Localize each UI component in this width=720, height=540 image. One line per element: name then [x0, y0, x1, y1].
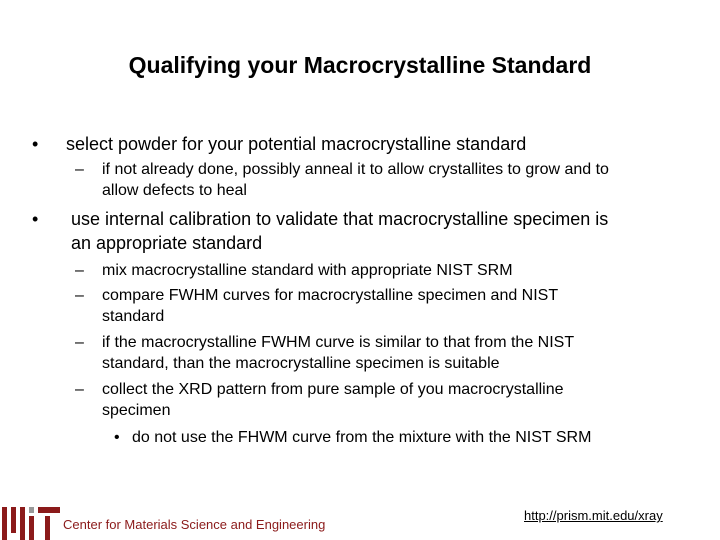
- bullet-line: use internal calibration to validate that macrocrystalline specimen is: [71, 209, 609, 229]
- sub-bullet-line: mix macrocrystalline standard with appropriate NIST SRM: [102, 262, 513, 279]
- sub-bullet-line: allow defects to heal: [102, 182, 247, 199]
- sub-bullet-line: collect the XRD pattern from pure sample of you macrocrystalline: [102, 381, 564, 398]
- footer-url-link[interactable]: http://prism.mit.edu/xray: [524, 508, 663, 523]
- bullet-line: an appropriate standard: [71, 233, 263, 253]
- sub-bullet-line: standard: [102, 308, 165, 325]
- sub-bullet-line: compare FWHM curves for macrocrystalline specimen and NIST: [102, 287, 559, 304]
- sub-bullet-marker: –: [75, 161, 84, 178]
- slide-title: Qualifying your Macrocrystalline Standard: [128, 52, 592, 78]
- sub-bullet-line: specimen: [102, 402, 171, 419]
- sub-bullet-marker: –: [75, 262, 84, 279]
- bullet-marker: •: [32, 134, 39, 154]
- sub-sub-bullet-marker: •: [114, 429, 120, 446]
- sub-bullet-line: if the macrocrystalline FWHM curve is similar to that from the NIST: [102, 334, 575, 351]
- mit-logo: [0, 500, 70, 540]
- sub-bullet-line: standard, than the macrocrystalline specimen is suitable: [102, 355, 500, 372]
- sub-bullet-marker: –: [75, 334, 84, 351]
- sub-sub-bullet-line: do not use the FHWM curve from the mixture with the NIST SRM: [132, 429, 592, 446]
- bullet-marker: •: [32, 209, 39, 229]
- sub-bullet-marker: –: [75, 287, 84, 304]
- footer-center-name: Center for Materials Science and Engineering: [63, 517, 326, 532]
- sub-bullet-marker: –: [75, 381, 84, 398]
- sub-bullet-line: if not already done, possibly anneal it to allow crystallites to grow and to: [102, 161, 609, 178]
- bullet-text: select powder for your potential macrocrystalline standard: [66, 134, 527, 154]
